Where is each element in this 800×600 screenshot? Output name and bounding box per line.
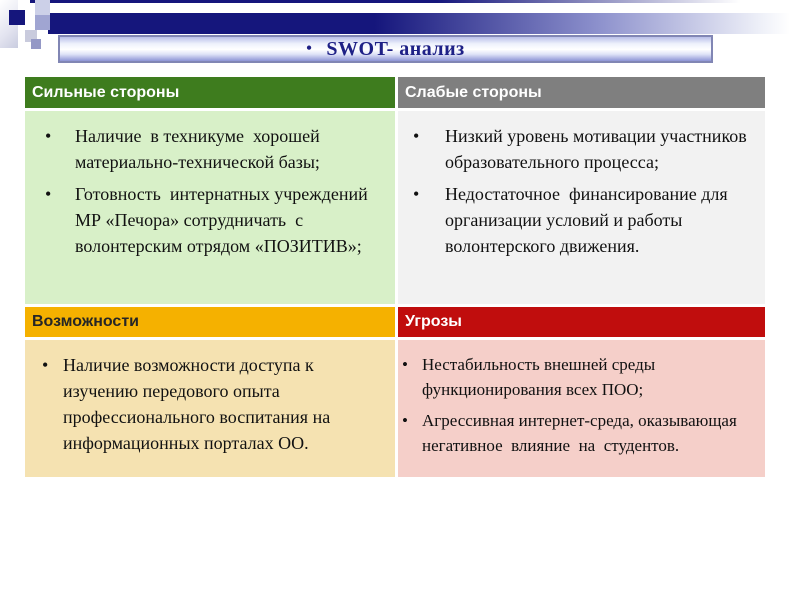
list-item	[398, 408, 777, 458]
decor-square-medium	[35, 15, 50, 30]
bullet-icon: •	[45, 184, 52, 204]
weaknesses-content-cell	[398, 111, 765, 304]
slide-title: SWOT- анализ	[326, 37, 465, 60]
strengths-list	[25, 123, 395, 259]
list-item	[25, 352, 391, 456]
strengths-item-1: Наличие в техникуме хорошей материально-технической базы;	[75, 126, 325, 172]
bullet-icon: •	[45, 126, 52, 146]
decor-square-light	[35, 0, 50, 15]
threats-header-cell	[398, 307, 765, 337]
header-banner-bar	[48, 13, 790, 34]
bullet-icon: •	[413, 126, 420, 146]
threats-list	[398, 352, 765, 458]
threats-content-cell	[398, 340, 765, 477]
swot-table	[25, 77, 765, 477]
list-item	[25, 123, 383, 175]
top-accent-line	[30, 0, 770, 3]
threats-header-label: Угрозы	[405, 313, 462, 330]
threats-item-1: Нестабильность внешней среды функционирования всех ПОО;	[422, 355, 660, 399]
list-item	[25, 181, 383, 259]
opportunities-item-1: Наличие возможности доступа к изучению передового опыта профессионального воспитания на информационных порталах ОО.	[63, 355, 335, 453]
list-item	[398, 181, 757, 259]
decor-square-purple	[31, 39, 41, 49]
opportunities-header-cell	[25, 307, 395, 337]
opportunities-list	[25, 352, 395, 456]
weaknesses-item-2: Недостаточное финансирование для организации условий и работы волонтерского движения.	[445, 184, 733, 256]
strengths-header-cell	[25, 77, 395, 108]
threats-item-2: Агрессивная интернет-среда, оказывающая негативное влияние на студентов.	[422, 411, 742, 455]
bullet-icon: •	[42, 355, 49, 375]
weaknesses-header-label: Слабые стороны	[405, 83, 542, 101]
weaknesses-header-cell	[398, 77, 765, 108]
slide-title-box	[58, 35, 713, 63]
list-item	[398, 123, 757, 175]
list-item	[398, 352, 777, 402]
title-bullet-icon: •	[306, 40, 313, 57]
weaknesses-item-1: Низкий уровень мотивации участников образовательного процесса;	[445, 126, 752, 172]
strengths-header-label: Сильные стороны	[32, 83, 180, 101]
bullet-icon: •	[402, 355, 408, 374]
bullet-icon: •	[402, 411, 408, 430]
strengths-content-cell	[25, 111, 395, 304]
decor-square-navy	[9, 10, 25, 25]
bullet-icon: •	[413, 184, 420, 204]
weaknesses-list	[398, 123, 765, 259]
strengths-item-2: Готовность интернатных учреждений МР «Печора» сотрудничать с волонтерским отрядом «ПОЗИТИВ»;	[75, 184, 373, 256]
opportunities-content-cell	[25, 340, 395, 477]
opportunities-header-label: Возможности	[32, 313, 139, 330]
